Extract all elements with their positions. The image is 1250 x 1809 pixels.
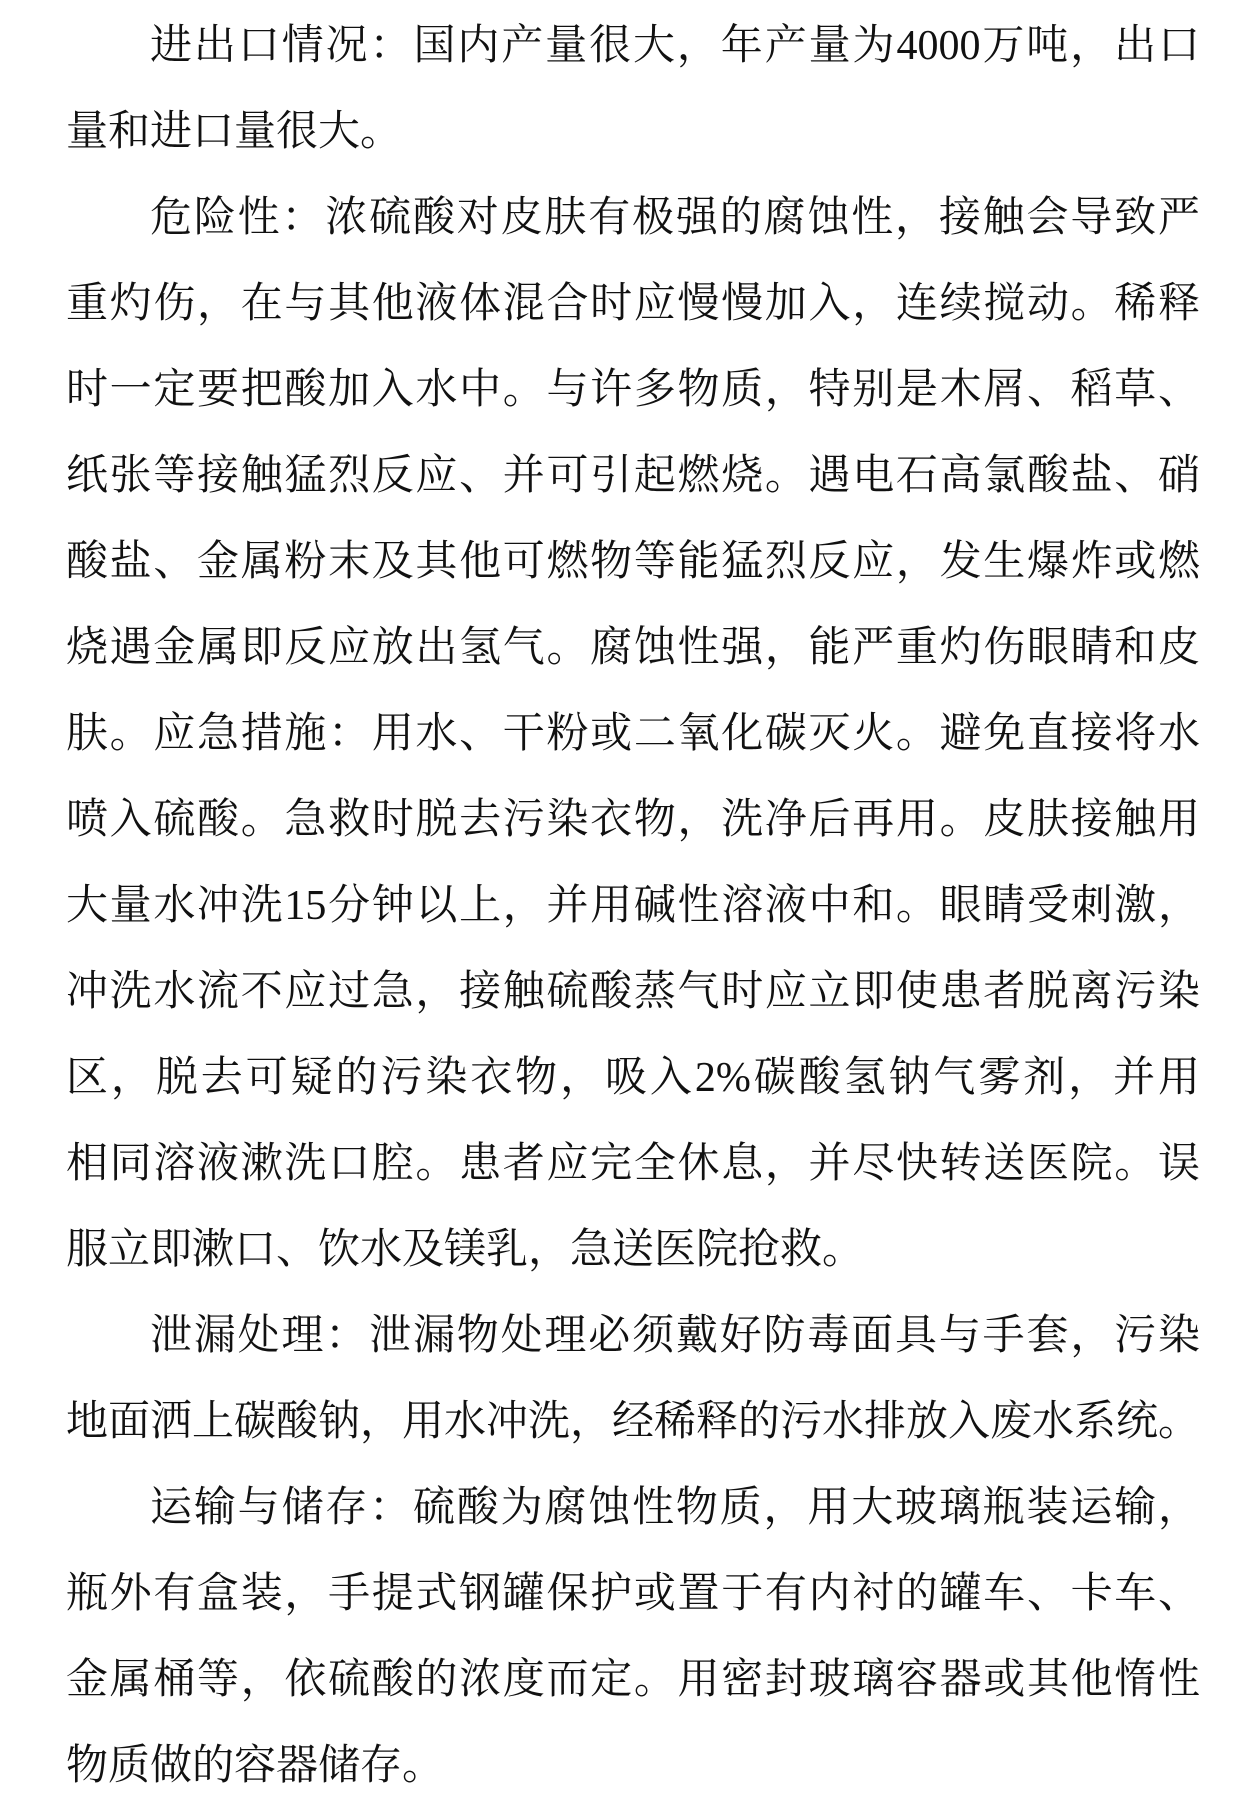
paragraph [66, 175, 1200, 1293]
text-line: 地面洒上碳酸钠，用水冲洗，经稀释的污水排放入废水系统。 [66, 1399, 1201, 1445]
text-line: 瓶外有盒装，手提式钢罐保护或置于有内衬的罐车、卡车、 [66, 1571, 1200, 1617]
text-line: 酸盐、金属粉末及其他可燃物等能猛烈反应，发生爆炸或燃 [66, 539, 1200, 585]
text-line: 危险性：浓硫酸对皮肤有极强的腐蚀性，接触会导致严 [150, 195, 1200, 241]
text-line: 金属桶等，依硫酸的浓度而定。用密封玻璃容器或其他惰性 [66, 1657, 1200, 1703]
text-line: 肤。应急措施：用水、干粉或二氧化碳灭火。避免直接将水 [66, 711, 1200, 757]
paragraph [66, 1293, 1200, 1465]
text-line: 喷入硫酸。急救时脱去污染衣物，洗净后再用。皮肤接触用 [66, 797, 1200, 843]
text-line: 重灼伤，在与其他液体混合时应慢慢加入，连续搅动。稀释 [66, 281, 1200, 327]
text-line: 纸张等接触猛烈反应、并可引起燃烧。遇电石高氯酸盐、硝 [66, 453, 1200, 499]
text-line: 量和进口量很大。 [66, 109, 403, 155]
text-line: 冲洗水流不应过急，接触硫酸蒸气时应立即使患者脱离污染 [66, 969, 1200, 1015]
text-line: 区，脱去可疑的污染衣物，吸入2%碳酸氢钠气雾剂，并用 [66, 1055, 1200, 1101]
text-line: 运输与储存：硫酸为腐蚀性物质，用大玻璃瓶装运输， [150, 1485, 1200, 1531]
paragraph [66, 1465, 1200, 1809]
document-page [66, 3, 1200, 1809]
text-line: 泄漏处理：泄漏物处理必须戴好防毒面具与手套，污染 [150, 1313, 1200, 1359]
text-line: 烧遇金属即反应放出氢气。腐蚀性强，能严重灼伤眼睛和皮 [66, 625, 1200, 671]
text-line: 服立即漱口、饮水及镁乳，急送医院抢救。 [66, 1227, 865, 1273]
paragraph [66, 3, 1200, 175]
text-line: 物质做的容器储存。 [66, 1743, 445, 1789]
text-line: 时一定要把酸加入水中。与许多物质，特别是木屑、稻草、 [66, 367, 1200, 413]
text-line: 相同溶液漱洗口腔。患者应完全休息，并尽快转送医院。误 [66, 1141, 1200, 1187]
text-line: 大量水冲洗15分钟以上，并用碱性溶液中和。眼睛受刺激， [66, 883, 1200, 929]
text-line: 进出口情况：国内产量很大，年产量为4000万吨，出口 [150, 23, 1200, 69]
